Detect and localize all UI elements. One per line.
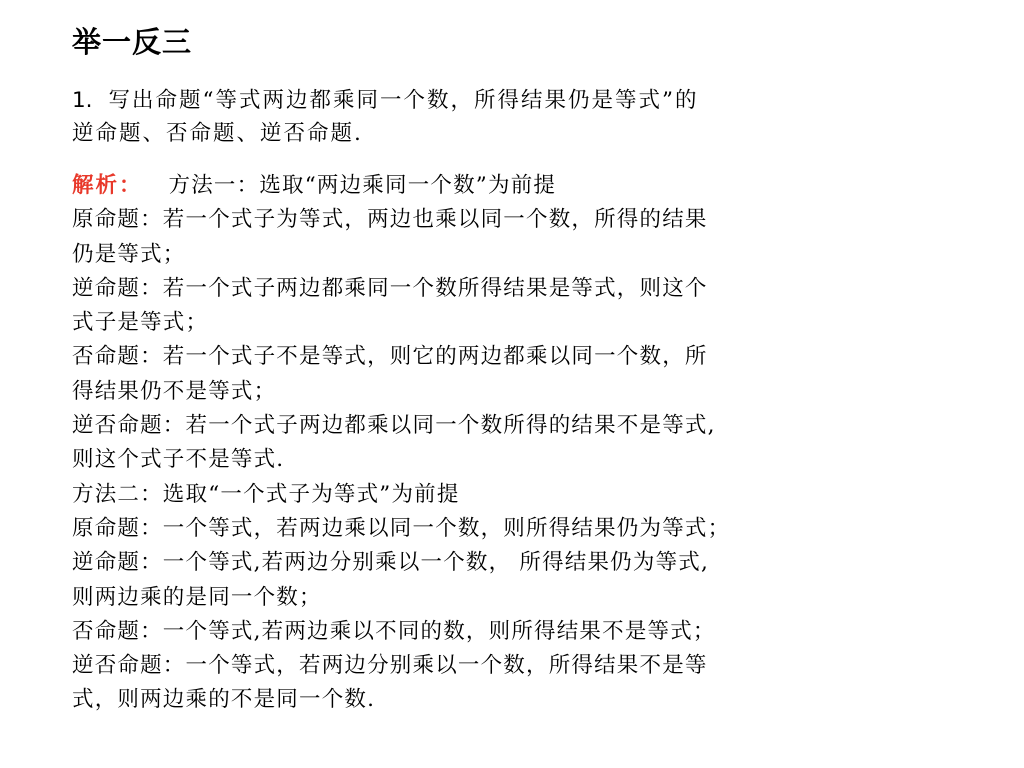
question-line-1 bbox=[72, 84, 952, 117]
slide-heading: 举一反三 bbox=[72, 25, 193, 59]
question-text-1: 写出命题“等式两边都乘同一个数，所得结果仍是等式”的 bbox=[108, 88, 699, 113]
solution-line: 逆否命题：若一个式子两边都乘以同一个数所得的结果不是等式, bbox=[72, 413, 716, 439]
question-number: 1. bbox=[72, 88, 93, 113]
solution-line: 逆命题：若一个式子两边都乘同一个数所得结果是等式，则这个 bbox=[72, 275, 708, 301]
solution-line: 逆命题：一个等式,若两边分别乘以一个数， 所得结果仍为等式, bbox=[72, 550, 710, 576]
solution-line: 原命题：一个等式，若两边乘以同一个数，则所得结果仍为等式； bbox=[72, 515, 731, 541]
solution-block bbox=[72, 169, 972, 718]
solution-line: 否命题：一个等式,若两边乘以不同的数，则所得结果不是等式； bbox=[72, 618, 716, 644]
solution-method-two-title: 方法二：选取“一个式子为等式”为前提 bbox=[72, 481, 460, 507]
solution-method-one-title: 方法一：选取“两边乘同一个数”为前提 bbox=[168, 173, 557, 198]
solution-line: 原命题：若一个式子为等式，两边也乘以同一个数，所得的结果 bbox=[72, 207, 708, 233]
solution-label: 解析： bbox=[72, 173, 143, 198]
solution-line: 仍是等式； bbox=[72, 241, 186, 267]
solution-line: 逆否命题：一个等式，若两边分别乘以一个数，所得结果不是等 bbox=[72, 653, 708, 679]
solution-line: 得结果仍不是等式； bbox=[72, 378, 277, 404]
question-line-2: 逆命题、否命题、逆否命题. bbox=[72, 121, 363, 146]
solution-line: 式，则两边乘的不是同一个数. bbox=[72, 687, 376, 713]
solution-line: 则两边乘的是同一个数； bbox=[72, 584, 322, 610]
solution-line: 否命题：若一个式子不是等式，则它的两边都乘以同一个数，所 bbox=[72, 344, 708, 370]
question-block bbox=[72, 84, 952, 150]
solution-line: 则这个式子不是等式. bbox=[72, 447, 285, 473]
solution-first-line bbox=[72, 169, 972, 203]
solution-line: 式子是等式； bbox=[72, 310, 209, 336]
